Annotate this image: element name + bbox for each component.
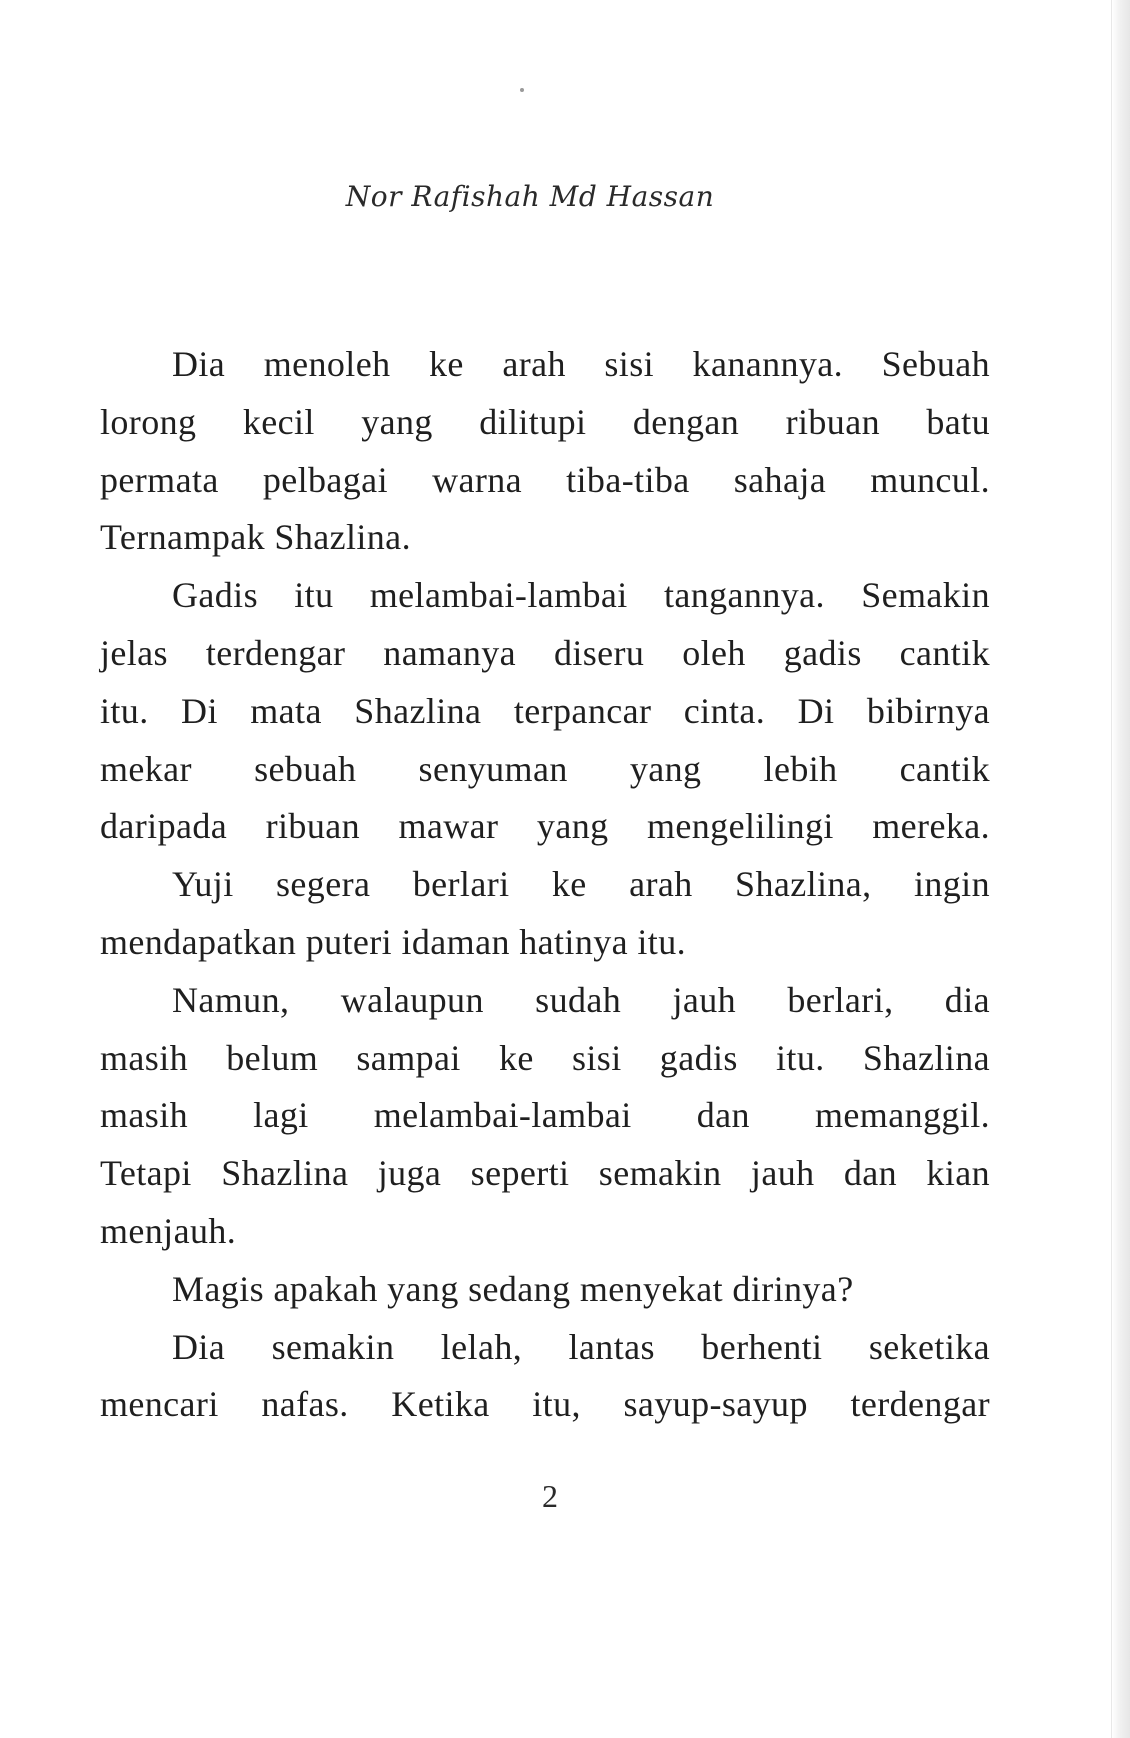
text-line: Ternampak Shazlina.	[100, 517, 411, 558]
body-text	[100, 336, 990, 1434]
text-line: Dia menoleh ke arah sisi kanannya. Sebuah	[172, 344, 990, 384]
page-number: 2	[542, 1478, 558, 1514]
text-line: Namun, walaupun sudah jauh berlari, dia	[172, 979, 990, 1020]
text-line: mencari nafas. Ketika itu, sayup-sayup terdengar	[100, 1384, 990, 1425]
text-line: menjauh.	[100, 1210, 237, 1251]
text-line: lorong kecil yang dilitupi dengan ribuan batu	[100, 401, 990, 442]
text-line: mendapatkan puteri idaman hatinya itu.	[100, 921, 687, 962]
page-edge-shadow	[1111, 0, 1130, 1738]
print-speck	[520, 88, 524, 92]
text-line: itu. Di mata Shazlina terpancar cinta. Di bibirnya	[100, 690, 990, 731]
text-line: mekar sebuah senyuman yang lebih cantik	[100, 748, 990, 789]
text-line: Tetapi Shazlina juga seperti semakin jauh dan kian	[100, 1153, 990, 1194]
text-line: Yuji segera berlari ke arah Shazlina, ingin	[172, 864, 990, 905]
text-line: Dia semakin lelah, lantas berhenti seketika	[172, 1326, 990, 1367]
running-header: Nor Rafishah Md Hassan	[345, 180, 715, 213]
text-line: masih belum sampai ke sisi gadis itu. Shazlina	[100, 1037, 990, 1078]
text-line: Magis apakah yang sedang menyekat dirinya?	[172, 1268, 854, 1309]
text-line: jelas terdengar namanya diseru oleh gadis cantik	[100, 632, 990, 673]
text-line: Gadis itu melambai-lambai tangannya. Semakin	[172, 575, 990, 616]
text-line: permata pelbagai warna tiba-tiba sahaja muncul.	[100, 459, 990, 500]
text-line: daripada ribuan mawar yang mengelilingi mereka.	[100, 806, 990, 847]
text-line: masih lagi melambai-lambai dan memanggil.	[100, 1095, 990, 1136]
